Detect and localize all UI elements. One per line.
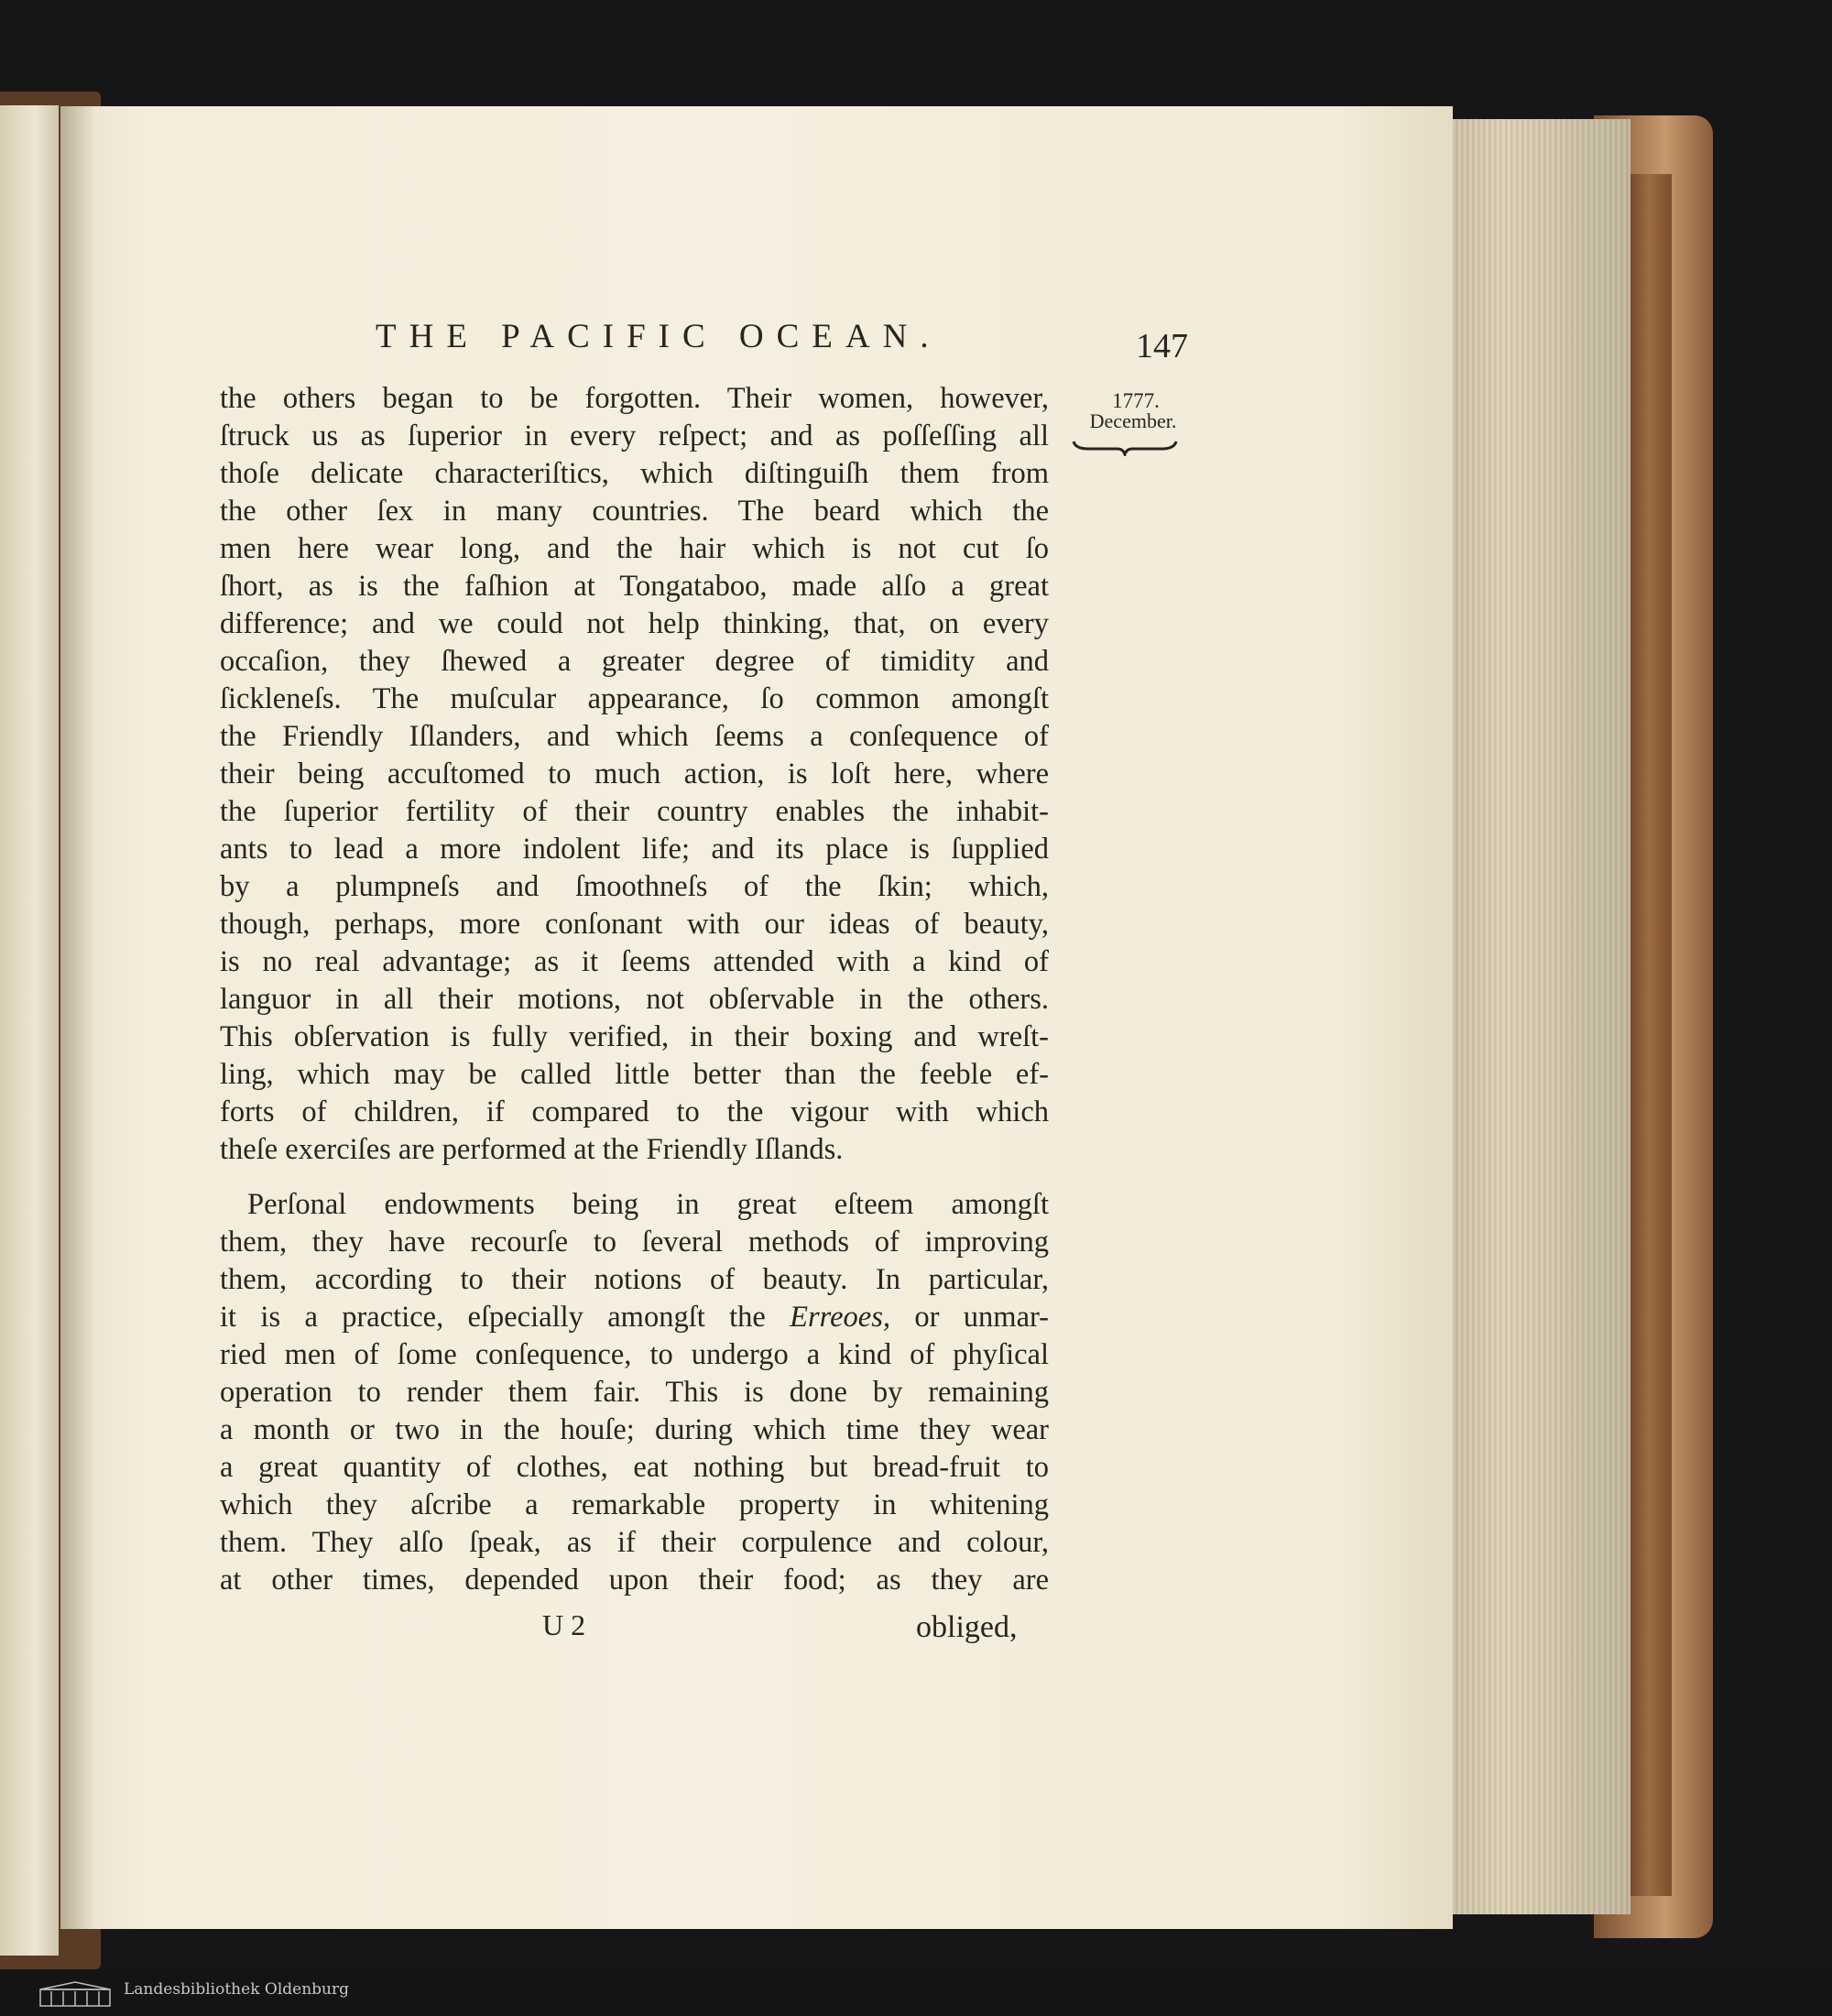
text-line: a great quantity of clothes, eat nothing but bread-fruit to — [220, 1451, 1049, 1484]
text-line: by a plumpneſs and ſmoothneſs of the ſkin; which, — [220, 870, 1049, 903]
text-line: at other times, depended upon their food; as they are — [220, 1564, 1049, 1596]
text-line: This obſervation is fully verified, in their boxing and wreſt- — [220, 1020, 1049, 1053]
text-line: men here wear long, and the hair which is not cut ſo — [220, 532, 1049, 565]
text-line: the other ſex in many countries. The beard which the — [220, 495, 1049, 528]
text-line: theſe exerciſes are performed at the Friendly Iſlands. — [220, 1133, 844, 1166]
text-line: though, perhaps, more conſonant with our ideas of beauty, — [220, 908, 1049, 941]
text-line: the others began to be forgotten. Their women, however, — [220, 382, 1049, 415]
text-line: ſickleneſs. The muſcular appearance, ſo common amongſt — [220, 682, 1049, 715]
text-line: ſtruck us as ſuperior in every reſpect; and as poſſeſſing all — [220, 420, 1049, 452]
text-line: languor in all their motions, not obſervable in the others. — [220, 983, 1049, 1016]
text-line: ſhort, as is the faſhion at Tongataboo, made alſo a great — [220, 570, 1049, 603]
text-line: forts of children, if compared to the vigour with which — [220, 1095, 1049, 1128]
text-line: operation to render them fair. This is done by remaining — [220, 1376, 1049, 1409]
catchword: obliged, — [916, 1610, 1018, 1644]
library-credit: Landesbibliothek Oldenburg — [124, 1980, 350, 1999]
text-line-with-italic — [220, 1299, 1049, 1336]
text-line: is no real advantage; as it ſeems attended with a kind of — [220, 945, 1049, 978]
text-line: them. They alſo ſpeak, as if their corpulence and colour, — [220, 1526, 1049, 1559]
line-text-tail: or unmar- — [914, 1301, 1049, 1334]
paragraph-2 — [220, 1186, 1049, 1599]
text-line: occaſion, they ſhewed a greater degree of timidity and — [220, 645, 1049, 678]
margin-note-month: December. — [1089, 409, 1177, 432]
text-line: ants to lead a more indolent life; and its place is ſupplied — [220, 833, 1049, 866]
library-building-icon — [38, 1980, 112, 2008]
text-line: thoſe delicate characteriſtics, which diſtinguiſh them from — [220, 457, 1049, 490]
text-line: Perſonal endowments being in great eſteem amongſt — [247, 1188, 1049, 1221]
italic-term: Erreoes, — [790, 1301, 890, 1334]
running-title: THE PACIFIC OCEAN. — [376, 318, 942, 355]
text-line: their being accuſtomed to much action, is loſt here, where — [220, 757, 1049, 790]
text-line: them, according to their notions of beauty. In particular, — [220, 1263, 1049, 1296]
signature-mark: U 2 — [542, 1608, 586, 1641]
text-line: ried men of ſome conſequence, to undergo a kind of phyſical — [220, 1338, 1049, 1371]
margin-note-year: 1777. — [1112, 389, 1160, 412]
text-line: a month or two in the houſe; during which time they wear — [220, 1413, 1049, 1446]
line-text: it is a practice, eſpecially amongſt the — [220, 1301, 766, 1334]
paragraph-1 — [220, 380, 1049, 1169]
margin-brace-icon — [1070, 438, 1180, 456]
text-line: the Friendly Iſlanders, and which ſeems a conſequence of — [220, 720, 1049, 753]
page-number: 147 — [1136, 327, 1188, 365]
left-page-edge — [0, 105, 59, 1956]
text-line: ling, which may be called little better than the feeble ef- — [220, 1058, 1049, 1091]
text-line: difference; and we could not help thinking, that, on every — [220, 607, 1049, 640]
text-line: which they aſcribe a remarkable property in whitening — [220, 1488, 1049, 1521]
text-line: them, they have recourſe to ſeveral methods of improving — [220, 1226, 1049, 1259]
cover-leather-strip — [1626, 174, 1672, 1896]
page-gutter-shadow — [59, 106, 95, 1929]
page-block-shade — [1447, 119, 1630, 1914]
text-line: the ſuperior fertility of their country enables the inhabit- — [220, 795, 1049, 828]
